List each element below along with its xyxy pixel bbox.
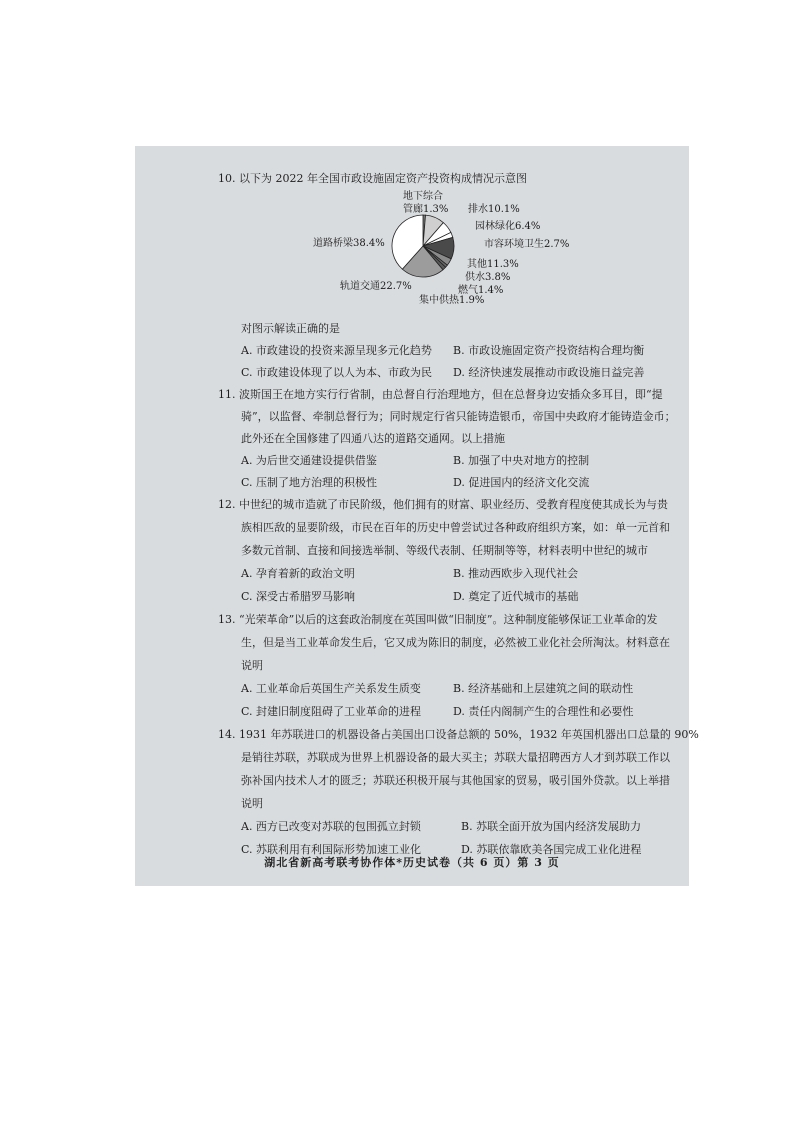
q12-line-3: 多数元首制、直接和间接选举制、等级代表制、任期制等等，材料表明中世纪的城市 [241, 544, 648, 557]
q14-option-d: D. 苏联依靠欧美各国完成工业化进程 [461, 843, 642, 856]
q13-option-c: C. 封建旧制度阻碍了工业革命的进程 [241, 705, 422, 718]
q13-option-b: B. 经济基础和上层建筑之间的联动性 [453, 682, 634, 695]
label-drainage: 排水10.1% [468, 204, 520, 215]
page-footer: 湖北省新高考联考协作体*历史试卷（共 6 页）第 3 页 [264, 856, 560, 869]
q13-option-a: A. 工业革命后英国生产关系发生质变 [241, 682, 421, 695]
q11-line-1: 11. 波斯国王在地方实行行省制，由总督自行治理地方，但在总督身边安插众多耳目，即“提 [218, 388, 663, 401]
label-underground-2: 管廊1.3% [403, 204, 449, 215]
q12-option-a: A. 孕育着新的政治文明 [241, 567, 355, 580]
q14-line-3: 弥补国内技术人才的匮乏；苏联还积极开展与其他国家的贸易，吸引国外贷款。以上举措 [241, 774, 670, 787]
q12-option-d: D. 奠定了近代城市的基础 [453, 590, 579, 603]
q14-line-1: 14. 1931 年苏联进口的机器设备占美国出口设备总额的 50%，1932 年英国机器出口总量的 90% [218, 728, 699, 741]
q10-stem: 10. 以下为 2022 年全国市政设施固定资产投资构成情况示意图 [218, 172, 527, 185]
q12-line-1: 12. 中世纪的城市造就了市民阶级，他们拥有的财富、职业经历、受教育程度使其成长为与贵 [218, 498, 668, 511]
q10-prompt: 对图示解读正确的是 [241, 322, 340, 335]
q10-option-b: B. 市政设施固定资产投资结构合理均衡 [453, 344, 645, 357]
label-other: 其他11.3% [467, 259, 519, 270]
label-greening: 园林绿化6.4% [475, 221, 541, 232]
q12-option-b: B. 推动西欧步入现代社会 [453, 567, 579, 580]
q11-line-2: 骑”，以监督、牵制总督行为；同时规定行省只能铸造银币，帝国中央政府才能铸造金币； [241, 410, 676, 423]
exam-page [135, 146, 699, 886]
q10-option-a: A. 市政建设的投资来源呈现多元化趋势 [241, 344, 432, 357]
q11-option-b: B. 加强了中央对地方的控制 [453, 454, 590, 467]
q12-option-c: C. 深受古希腊罗马影响 [241, 590, 356, 603]
label-underground-1: 地下综合 [403, 191, 443, 202]
q11-option-c: C. 压制了地方治理的积极性 [241, 476, 378, 489]
q14-option-a: A. 西方已改变对苏联的包围孤立封锁 [241, 820, 421, 833]
q10-option-c: C. 市政建设体现了以人为本、市政为民 [241, 366, 433, 379]
q14-line-2: 是销往苏联，苏联成为世界上机器设备的最大买主；苏联大量招聘西方人才到苏联工作以 [241, 751, 670, 764]
q11-option-d: D. 促进国内的经济文化交流 [453, 476, 590, 489]
pie-chart-svg [295, 186, 570, 306]
label-roads: 道路桥梁38.4% [313, 238, 385, 249]
q10-option-d: D. 经济快速发展推动市政设施日益完善 [453, 366, 645, 379]
label-sanitation: 市容环境卫生2.7% [484, 239, 570, 250]
q12-line-2: 族相匹敌的显要阶级，市民在百年的历史中曾尝试过各种政府组织方案，如：单一元首和 [241, 521, 670, 534]
q14-option-b: B. 苏联全面开放为国内经济发展助力 [461, 820, 642, 833]
label-water: 供水3.8% [465, 272, 511, 283]
label-heating: 集中供热1.9% [419, 295, 485, 306]
q14-line-4: 说明 [241, 797, 263, 810]
q13-line-1: 13. “光荣革命”以后的这套政治制度在英国叫做“旧制度”。这种制度能够保证工业革命的发 [218, 613, 658, 626]
label-rail: 轨道交通22.7% [340, 281, 412, 292]
q13-line-2: 生，但是当工业革命发生后，它又成为陈旧的制度，必然被工业化社会所淘汰。材料意在 [241, 636, 670, 649]
q14-option-c: C. 苏联利用有利国际形势加速工业化 [241, 843, 422, 856]
q13-option-d: D. 责任内阁制产生的合理性和必要性 [453, 705, 634, 718]
q13-line-3: 说明 [241, 659, 263, 672]
q11-line-3: 此外还在全国修建了四通八达的道路交通网。以上措施 [241, 432, 505, 445]
pie-chart [295, 186, 570, 306]
label-gas: 燃气1.4% [458, 285, 504, 296]
q11-option-a: A. 为后世交通建设提供借鉴 [241, 454, 377, 467]
